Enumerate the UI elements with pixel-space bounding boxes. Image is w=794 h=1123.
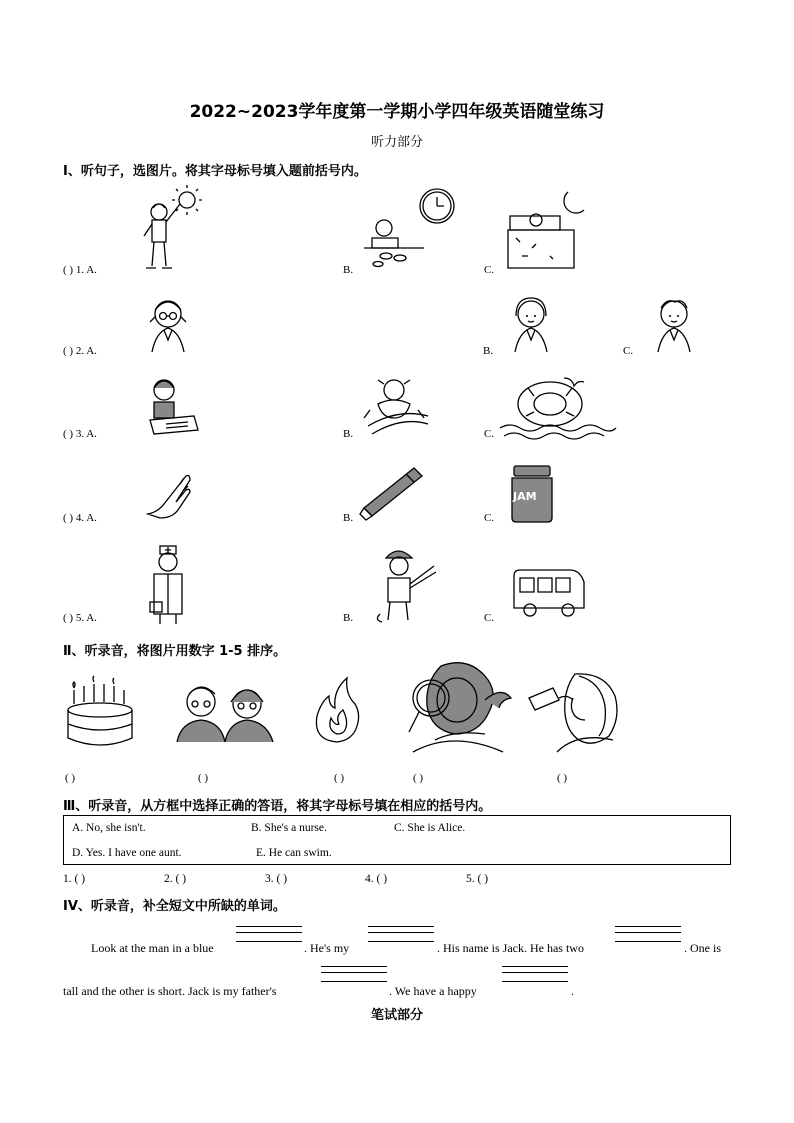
jam-label: JAM: [513, 490, 537, 503]
option-e: E. He can swim.: [256, 847, 332, 859]
answer-4[interactable]: 4. ( ): [365, 873, 388, 885]
q2-option-c: C.: [623, 345, 634, 357]
blank-3[interactable]: [615, 926, 681, 942]
blank-5[interactable]: [502, 966, 568, 982]
swimming-ring-picture: [500, 374, 616, 438]
q4-option-c: C.: [484, 512, 495, 524]
q2-option-b: B.: [483, 345, 494, 357]
passage-part-6: . We have a happy: [389, 984, 477, 998]
listening-heading: 听力部分: [370, 135, 423, 150]
answer-2[interactable]: 2. ( ): [164, 873, 187, 885]
order-bracket-1[interactable]: ( ): [65, 772, 76, 784]
section4-heading: IV、听录音，补全短文中所缺的单词。: [63, 899, 286, 914]
q3-option-c: C.: [484, 428, 495, 440]
answer-5[interactable]: 5. ( ): [466, 873, 489, 885]
boy-skating-picture: [362, 374, 432, 438]
girl-drinking-picture: [527, 668, 625, 754]
boy-sleeping-moon-picture: [502, 190, 592, 272]
q1-option-b: B.: [343, 264, 354, 276]
q1-number: ( ) 1. A.: [63, 264, 97, 276]
grandparents-picture: [175, 680, 275, 744]
option-a: A. No, she isn't.: [72, 822, 146, 834]
q5-option-c: C.: [484, 612, 495, 624]
blank-4[interactable]: [321, 966, 387, 982]
girl-picture: [509, 294, 555, 354]
option-b: B. She's a nurse.: [251, 822, 327, 834]
doctor-picture: [144, 544, 196, 626]
pen-picture: [360, 464, 426, 522]
answer-3[interactable]: 3. ( ): [265, 873, 288, 885]
q5-option-b: B.: [343, 612, 354, 624]
q1-option-c: C.: [484, 264, 495, 276]
passage-part-7: .: [571, 984, 574, 998]
q4-number: ( ) 4. A.: [63, 512, 97, 524]
order-bracket-4[interactable]: ( ): [413, 772, 424, 784]
q2-number: ( ) 2. A.: [63, 345, 97, 357]
section3-heading: Ⅲ、听录音，从方框中选择正确的答语，将其字母标号填在相应的括号内。: [63, 799, 492, 814]
answer-1[interactable]: 1. ( ): [63, 873, 86, 885]
q4-option-b: B.: [343, 512, 354, 524]
passage-part-2: . He's my: [304, 941, 350, 955]
girl-with-glasses-picture: [146, 294, 192, 354]
order-bracket-5[interactable]: ( ): [557, 772, 568, 784]
birthday-cake-picture: [66, 680, 138, 748]
order-bracket-3[interactable]: ( ): [334, 772, 345, 784]
boy-eating-clock-picture: [364, 188, 464, 272]
option-d: D. Yes. I have one aunt.: [72, 847, 182, 859]
q3-number: ( ) 3. A.: [63, 428, 97, 440]
boy-waking-sun-picture: [140, 186, 210, 272]
option-c: C. She is Alice.: [394, 822, 466, 834]
boy-picture: [652, 294, 698, 354]
blank-1[interactable]: [236, 926, 302, 942]
passage-part-1: Look at the man in a blue: [91, 941, 214, 955]
hand-picture: [144, 472, 194, 520]
page-title: 2022~2023学年度第一学期小学四年级英语随堂练习: [189, 102, 605, 122]
bus-picture: [510, 566, 586, 622]
q3-option-b: B.: [343, 428, 354, 440]
passage-part-3: . His name is Jack. He has two: [437, 941, 584, 955]
written-heading: 笔试部分: [370, 1008, 423, 1023]
fire-picture: [311, 676, 363, 746]
section2-heading: Ⅱ、听录音，将图片用数字 1-5 排序。: [63, 644, 287, 659]
blank-2[interactable]: [368, 926, 434, 942]
girl-writing-picture: [146, 376, 200, 436]
passage-part-4: . One is: [684, 941, 721, 955]
order-bracket-2[interactable]: ( ): [198, 772, 209, 784]
lion-with-magnifier-picture: [405, 660, 517, 760]
section1-heading: I、听句子，选图片。将其字母标号填入题前括号内。: [63, 164, 367, 179]
firefighter-picture: [374, 544, 440, 626]
passage-part-5: tall and the other is short. Jack is my father's: [63, 984, 277, 998]
q5-number: ( ) 5. A.: [63, 612, 97, 624]
